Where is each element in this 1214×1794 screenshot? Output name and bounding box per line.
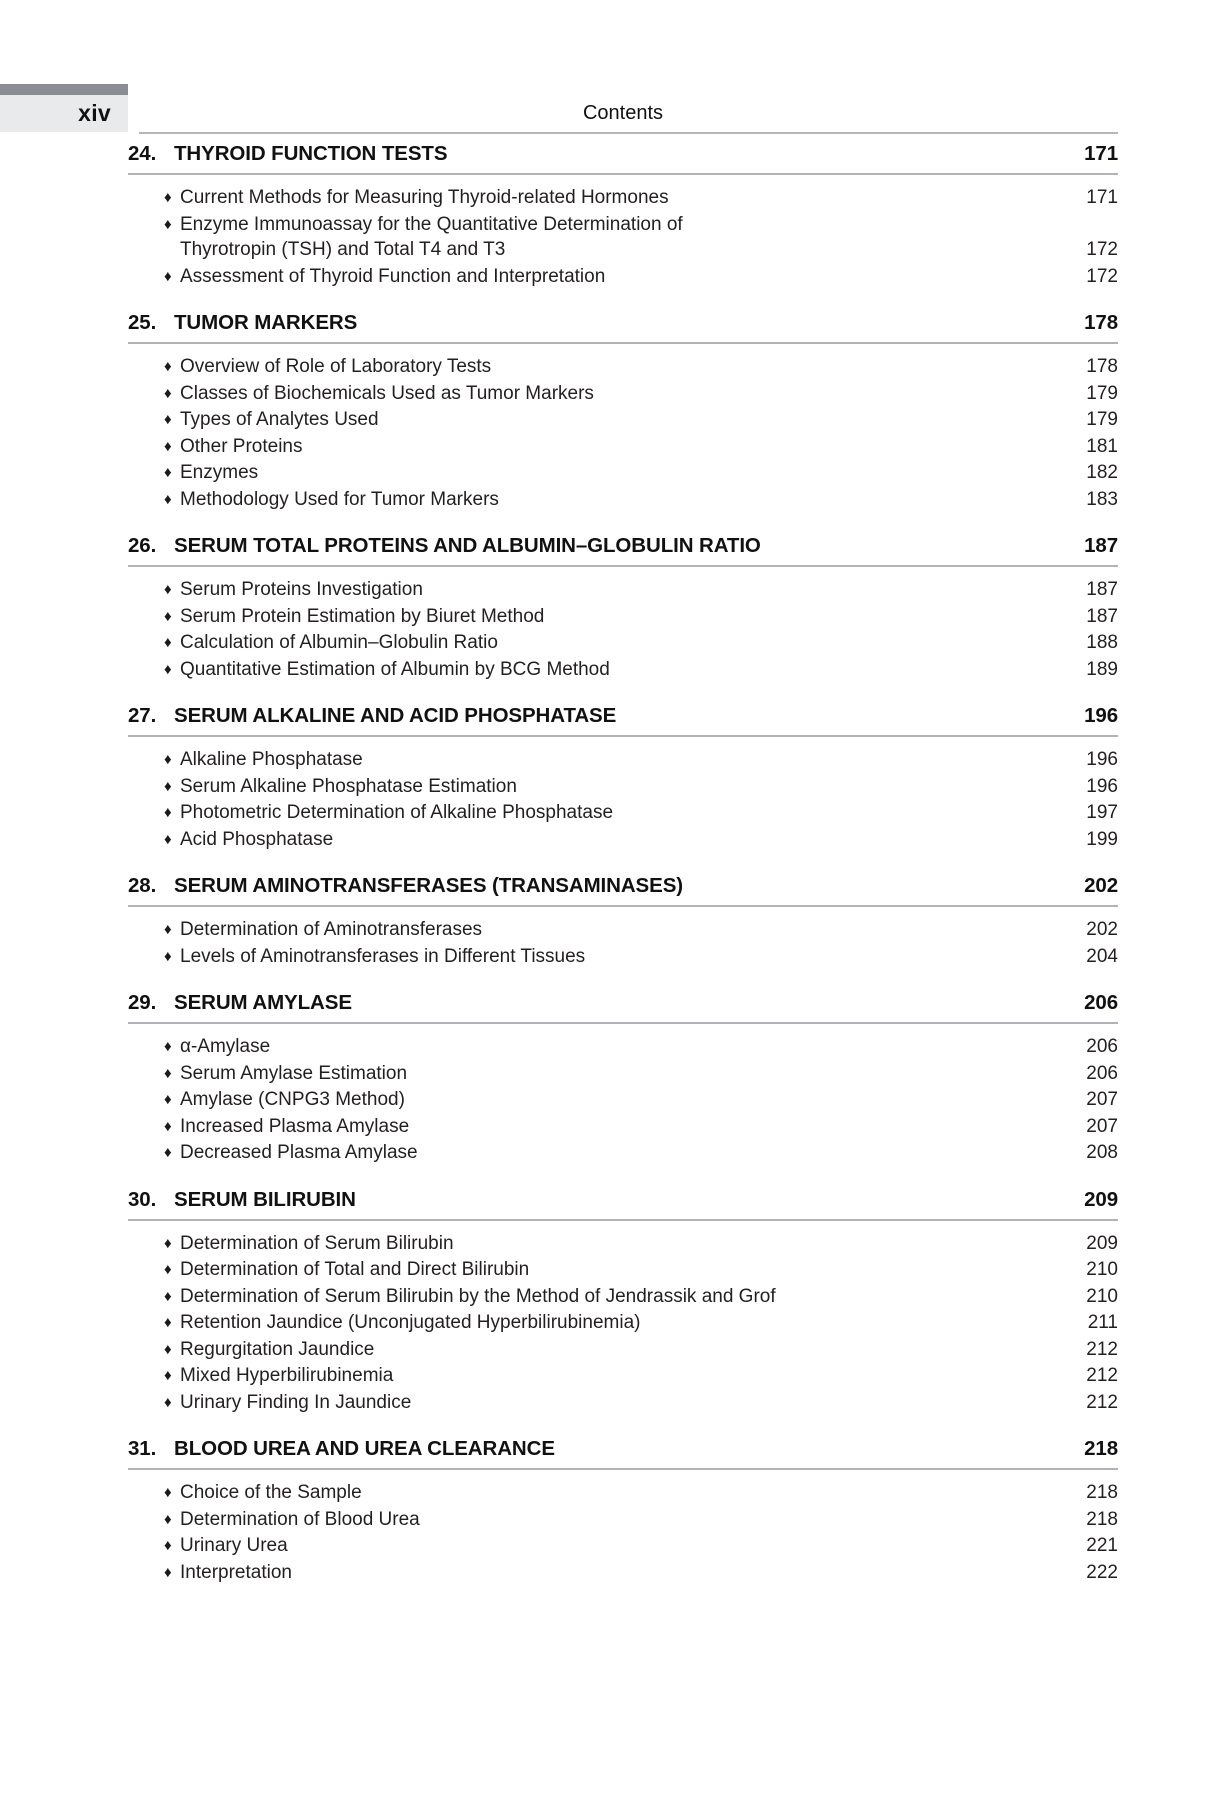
toc-chapter: [128, 1437, 1118, 1585]
toc-entry-label-line: Retention Jaundice (Unconjugated Hyperbilirubinemia): [180, 1312, 641, 1333]
chapter-title: BLOOD UREA AND UREA CLEARANCE: [174, 1437, 555, 1460]
toc-entry-page-number: 172: [1086, 265, 1118, 287]
toc-entry-label-line: Enzymes: [180, 462, 259, 483]
diamond-bullet-icon: ♦: [164, 411, 172, 428]
chapter-entry-list: [128, 1480, 1118, 1585]
toc-entry-label-line: Determination of Serum Bilirubin: [180, 1232, 454, 1254]
toc-entry-label-line: Determination of Total and Direct Bilirubin: [180, 1259, 530, 1280]
chapter-heading-row[interactable]: [128, 991, 1118, 1022]
toc-entry[interactable]: [128, 460, 1118, 486]
toc-entry[interactable]: [128, 1507, 1118, 1533]
chapter-divider-rule: [128, 1219, 1118, 1221]
toc-entry-label-line: Decreased Plasma Amylase: [180, 1142, 418, 1163]
diamond-bullet-icon: ♦: [164, 1091, 172, 1108]
chapter-heading-row[interactable]: [128, 311, 1118, 342]
toc-entry-label-line: Assessment of Thyroid Function and Interpretation: [180, 265, 606, 287]
toc-entry-label: [180, 1284, 1058, 1310]
toc-entry-label: [180, 1363, 1058, 1389]
toc-entry[interactable]: [128, 747, 1118, 773]
diamond-bullet-icon: ♦: [164, 947, 172, 965]
diamond-bullet-icon: ♦: [164, 581, 172, 598]
diamond-bullet-icon: ♦: [164, 751, 172, 768]
toc-entry-label-line: Increased Plasma Amylase: [180, 1115, 410, 1137]
toc-entry-label: [180, 917, 1058, 943]
chapter-divider-rule: [128, 173, 1118, 175]
toc-entry-label-line: Calculation of Albumin–Globulin Ratio: [180, 632, 498, 653]
toc-entry-label: [180, 1310, 1058, 1336]
toc-entry-label: [180, 487, 1058, 513]
toc-entry-label-line: Serum Proteins Investigation: [180, 579, 423, 600]
toc-entry-page-number: 210: [1086, 1259, 1118, 1280]
diamond-bullet-icon: ♦: [164, 634, 172, 651]
chapter-heading-row[interactable]: [128, 874, 1118, 905]
toc-entry-label-line: Amylase (CNPG3 Method): [180, 1089, 405, 1110]
toc-entry-page-number: 197: [1086, 802, 1118, 823]
toc-entry-page-number: 207: [1086, 1115, 1118, 1137]
toc-entry-label: [180, 577, 1058, 603]
toc-entry-label-line: Levels of Aminotransferases in Different Tissues: [180, 945, 586, 967]
toc-entry-label-line: Determination of Blood Urea: [180, 1508, 420, 1530]
toc-entry-label: [180, 1140, 1058, 1166]
toc-entry-label-line: Mixed Hyperbilirubinemia: [180, 1365, 394, 1386]
chapter-heading-row[interactable]: [128, 1437, 1118, 1468]
diamond-bullet-icon: ♦: [164, 1117, 172, 1135]
toc-entry[interactable]: [128, 1284, 1118, 1310]
toc-entry-page-number: 204: [1086, 945, 1118, 967]
chapter-title: SERUM ALKALINE AND ACID PHOSPHATASE: [174, 704, 617, 727]
chapter-number: 30.: [128, 1187, 157, 1211]
toc-entry-page-number: 172: [1086, 239, 1118, 260]
diamond-bullet-icon: ♦: [164, 1563, 172, 1581]
diamond-bullet-icon: ♦: [164, 1038, 172, 1055]
chapter-page-number: 171: [1084, 142, 1118, 165]
toc-entry-label-line: Regurgitation Jaundice: [180, 1338, 375, 1360]
toc-entry[interactable]: [128, 630, 1118, 656]
toc-entry-label: [180, 604, 1058, 630]
toc-entry[interactable]: [128, 1231, 1118, 1257]
chapter-title: SERUM AMYLASE: [174, 991, 352, 1014]
chapter-number: 24.: [128, 142, 157, 165]
toc-entry-label: [180, 774, 1058, 800]
chapter-number: 25.: [128, 311, 157, 334]
diamond-bullet-icon: ♦: [164, 464, 172, 481]
toc-entry-label: [180, 944, 1058, 970]
chapter-divider-rule: [128, 735, 1118, 737]
toc-entry-label: [180, 1533, 1058, 1559]
toc-entry-label: [180, 1337, 1058, 1363]
toc-entry[interactable]: [128, 1257, 1118, 1283]
chapter-divider-rule: [128, 1468, 1118, 1470]
toc-entry-page-number: 207: [1086, 1089, 1118, 1110]
toc-entry[interactable]: [128, 354, 1118, 380]
toc-entry-label: [180, 1034, 1058, 1060]
toc-entry-label-line: Alkaline Phosphatase: [180, 749, 363, 770]
toc-entry-page-number: 187: [1086, 605, 1118, 627]
toc-entry-page-number: 189: [1086, 658, 1118, 680]
diamond-bullet-icon: ♦: [164, 1510, 172, 1528]
toc-entry-label-line: Interpretation: [180, 1561, 292, 1583]
toc-entry[interactable]: [128, 1140, 1118, 1166]
diamond-bullet-icon: ♦: [164, 830, 172, 848]
diamond-bullet-icon: ♦: [164, 804, 172, 821]
toc-entry[interactable]: [128, 827, 1118, 853]
chapter-page-number: 206: [1084, 991, 1118, 1014]
toc-entry[interactable]: [128, 1034, 1118, 1060]
toc-entry-label: [180, 1087, 1058, 1113]
diamond-bullet-icon: ♦: [164, 1314, 172, 1331]
header-divider-rule: [139, 132, 1118, 134]
diamond-bullet-icon: ♦: [164, 189, 172, 206]
chapter-heading-row[interactable]: [128, 704, 1118, 735]
toc-chapter: [128, 874, 1118, 969]
chapter-divider-rule: [128, 905, 1118, 907]
toc-entry-label: [180, 1390, 1058, 1416]
toc-entry-label-line: Photometric Determination of Alkaline Phosphatase: [180, 802, 614, 823]
chapter-title: SERUM TOTAL PROTEINS AND ALBUMIN–GLOBULIN RATIO: [174, 534, 761, 557]
toc-entry-page-number: 209: [1086, 1232, 1118, 1254]
toc-entry-label-line: Overview of Role of Laboratory Tests: [180, 356, 492, 377]
toc-entry-page-number: 187: [1086, 579, 1118, 600]
chapter-entry-list: [128, 1231, 1118, 1416]
chapter-page-number: 196: [1084, 704, 1118, 727]
toc-entry-page-number: 183: [1086, 488, 1118, 510]
toc-chapter: [128, 311, 1118, 512]
toc-entry-label-line: Acid Phosphatase: [180, 828, 334, 850]
toc-entry-label: [180, 185, 1058, 211]
chapter-heading-row[interactable]: [128, 1188, 1118, 1219]
diamond-bullet-icon: ♦: [164, 1261, 172, 1278]
toc-entry-label-line: Types of Analytes Used: [180, 409, 379, 430]
toc-entry-label: [180, 212, 1058, 263]
toc-entry-page-number: 179: [1086, 409, 1118, 430]
diamond-bullet-icon: ♦: [164, 1367, 172, 1384]
chapter-divider-rule: [128, 1022, 1118, 1024]
toc-entry[interactable]: [128, 1480, 1118, 1506]
toc-entry[interactable]: [128, 185, 1118, 211]
toc-entry[interactable]: [128, 1363, 1118, 1389]
toc-entry[interactable]: [128, 800, 1118, 826]
toc-entry-page-number: 178: [1086, 356, 1118, 377]
running-header-title: Contents: [582, 102, 664, 124]
toc-chapter: [128, 1188, 1118, 1416]
toc-entry-page-number: 218: [1086, 1508, 1118, 1530]
diamond-bullet-icon: ♦: [164, 384, 172, 402]
toc-entry-label-line: Determination of Aminotransferases: [180, 919, 483, 940]
page-folio-number: xiv: [78, 100, 111, 126]
toc-entry-label: [180, 381, 1058, 407]
toc-entry[interactable]: [128, 264, 1118, 290]
diamond-bullet-icon: ♦: [164, 1484, 172, 1501]
toc-entry[interactable]: [128, 577, 1118, 603]
toc-chapter: [128, 991, 1118, 1166]
chapter-entry-list: [128, 354, 1118, 512]
running-header: [0, 84, 1214, 142]
diamond-bullet-icon: ♦: [164, 1287, 172, 1305]
diamond-bullet-icon: ♦: [164, 607, 172, 625]
toc-entry[interactable]: [128, 1560, 1118, 1586]
toc-entry-label: [180, 434, 1058, 460]
chapter-heading-row[interactable]: [128, 534, 1118, 565]
toc-entry-page-number: 206: [1086, 1036, 1118, 1057]
chapter-heading-row[interactable]: [128, 142, 1118, 173]
toc-entry[interactable]: [128, 1390, 1118, 1416]
chapter-entry-list: [128, 917, 1118, 969]
chapter-page-number: 187: [1084, 534, 1118, 557]
toc-entry-label-line: Classes of Biochemicals Used as Tumor Markers: [180, 382, 594, 404]
toc-entry-label: [180, 1507, 1058, 1533]
toc-entry[interactable]: [128, 1061, 1118, 1087]
diamond-bullet-icon: ♦: [164, 660, 172, 678]
toc-entry-label: [180, 630, 1058, 656]
toc-entry-label-line: Quantitative Estimation of Albumin by BCG Method: [180, 658, 610, 680]
diamond-bullet-icon: ♦: [164, 1064, 172, 1082]
diamond-bullet-icon: ♦: [164, 1537, 172, 1554]
toc-entry[interactable]: [128, 1337, 1118, 1363]
toc-entry[interactable]: [128, 1310, 1118, 1336]
toc-entry-page-number: 182: [1086, 462, 1118, 483]
toc-entry[interactable]: [128, 381, 1118, 407]
chapter-number: 28.: [128, 874, 157, 897]
toc-entry-label-line: Choice of the Sample: [180, 1482, 362, 1503]
toc-entry-label: [180, 1061, 1058, 1087]
toc-entry[interactable]: [128, 487, 1118, 513]
toc-entry-label-line: Other Proteins: [180, 435, 303, 457]
toc-entry-page-number: 188: [1086, 632, 1118, 653]
toc-entry-label-line: Methodology Used for Tumor Markers: [180, 488, 499, 510]
diamond-bullet-icon: ♦: [164, 490, 172, 508]
toc-entry[interactable]: [128, 917, 1118, 943]
toc-entry-page-number: 208: [1086, 1142, 1118, 1163]
chapter-number: 26.: [128, 534, 157, 557]
chapter-divider-rule: [128, 565, 1118, 567]
toc-entry-label: [180, 747, 1058, 773]
toc-entry-page-number: 222: [1086, 1561, 1118, 1583]
toc-entry-page-number: 212: [1086, 1391, 1118, 1413]
chapter-entry-list: [128, 185, 1118, 289]
chapter-page-number: 218: [1084, 1437, 1118, 1460]
toc-entry-page-number: 202: [1086, 919, 1118, 940]
toc-entry-page-number: 196: [1086, 749, 1118, 770]
chapter-divider-rule: [128, 342, 1118, 344]
toc-entry-page-number: 221: [1086, 1535, 1118, 1556]
toc-entry[interactable]: [128, 1087, 1118, 1113]
toc-entry[interactable]: [128, 1114, 1118, 1140]
toc-entry-page-number: 211: [1087, 1312, 1118, 1333]
diamond-bullet-icon: ♦: [164, 1234, 172, 1252]
toc-entry-page-number: 171: [1086, 187, 1118, 208]
toc-entry-page-number: 179: [1086, 382, 1118, 404]
chapter-title: SERUM AMINOTRANSFERASES (TRANSAMINASES): [174, 874, 683, 897]
toc-entry-page-number: 218: [1086, 1482, 1118, 1503]
chapter-entry-list: [128, 1034, 1118, 1166]
toc-entry[interactable]: [128, 944, 1118, 970]
diamond-bullet-icon: ♦: [164, 1393, 172, 1411]
toc-entry[interactable]: [128, 212, 1118, 263]
header-accent-bar: [0, 84, 128, 95]
table-of-contents: [0, 142, 1214, 1585]
toc-entry-label-line: Thyrotropin (TSH) and Total T4 and T3: [180, 239, 506, 260]
toc-entry[interactable]: [128, 407, 1118, 433]
toc-entry-label-line: Serum Alkaline Phosphatase Estimation: [180, 775, 517, 797]
toc-entry[interactable]: [128, 604, 1118, 630]
toc-entry-page-number: 212: [1086, 1338, 1118, 1360]
chapter-number: 29.: [128, 991, 157, 1014]
toc-entry-label: [180, 264, 1058, 290]
toc-chapter: [128, 142, 1118, 289]
toc-entry-label: [180, 657, 1058, 683]
toc-entry-page-number: 181: [1086, 435, 1118, 457]
toc-entry-label: [180, 800, 1058, 826]
chapter-number: 31.: [128, 1437, 157, 1460]
chapter-title: TUMOR MARKERS: [174, 311, 358, 334]
diamond-bullet-icon: ♦: [164, 1340, 172, 1358]
toc-entry[interactable]: [128, 1533, 1118, 1559]
toc-chapter: [128, 534, 1118, 682]
toc-entry-page-number: 196: [1086, 775, 1118, 797]
toc-entry-label: [180, 354, 1058, 380]
chapter-page-number: 202: [1084, 874, 1118, 897]
toc-entry-label-line: Urinary Urea: [180, 1535, 288, 1556]
toc-entry[interactable]: [128, 434, 1118, 460]
diamond-bullet-icon: ♦: [164, 777, 172, 795]
diamond-bullet-icon: ♦: [164, 267, 172, 285]
toc-entry-page-number: 210: [1086, 1285, 1118, 1307]
toc-entry-label-line: Determination of Serum Bilirubin by the Method of Jendrassik and Grof: [180, 1285, 776, 1307]
toc-entry[interactable]: [128, 657, 1118, 683]
toc-entry-label-line: Urinary Finding In Jaundice: [180, 1391, 412, 1413]
diamond-bullet-icon: ♦: [164, 215, 172, 233]
chapter-title: SERUM BILIRUBIN: [174, 1187, 356, 1211]
toc-entry-label: [180, 827, 1058, 853]
toc-entry-page-number: 212: [1086, 1365, 1118, 1386]
toc-entry-label: [180, 1114, 1058, 1140]
diamond-bullet-icon: ♦: [164, 437, 172, 455]
toc-entry[interactable]: [128, 774, 1118, 800]
toc-entry-label: [180, 1231, 1058, 1257]
chapter-entry-list: [128, 747, 1118, 852]
chapter-page-number: 209: [1084, 1187, 1118, 1211]
toc-entry-label: [180, 407, 1058, 433]
toc-entry-label: [180, 1480, 1058, 1506]
chapter-number: 27.: [128, 704, 157, 727]
diamond-bullet-icon: ♦: [164, 921, 172, 938]
toc-entry-page-number: 199: [1086, 828, 1118, 850]
toc-entry-label: [180, 1560, 1058, 1586]
toc-entry-page-number: 206: [1086, 1062, 1118, 1084]
toc-entry-label-line: Enzyme Immunoassay for the Quantitative Determination of: [180, 213, 683, 235]
toc-entry-label: [180, 460, 1058, 486]
diamond-bullet-icon: ♦: [164, 358, 172, 375]
toc-entry-label-line: α-Amylase: [180, 1036, 271, 1057]
chapter-entry-list: [128, 577, 1118, 682]
chapter-page-number: 178: [1084, 311, 1118, 334]
toc-chapter: [128, 704, 1118, 852]
toc-entry-label-line: Serum Protein Estimation by Biuret Method: [180, 605, 545, 627]
toc-entry-label: [180, 1257, 1058, 1283]
toc-entry-label-line: Serum Amylase Estimation: [180, 1062, 408, 1084]
diamond-bullet-icon: ♦: [164, 1144, 172, 1161]
toc-entry-label-line: Current Methods for Measuring Thyroid-related Hormones: [180, 187, 669, 208]
chapter-title: THYROID FUNCTION TESTS: [174, 142, 448, 165]
